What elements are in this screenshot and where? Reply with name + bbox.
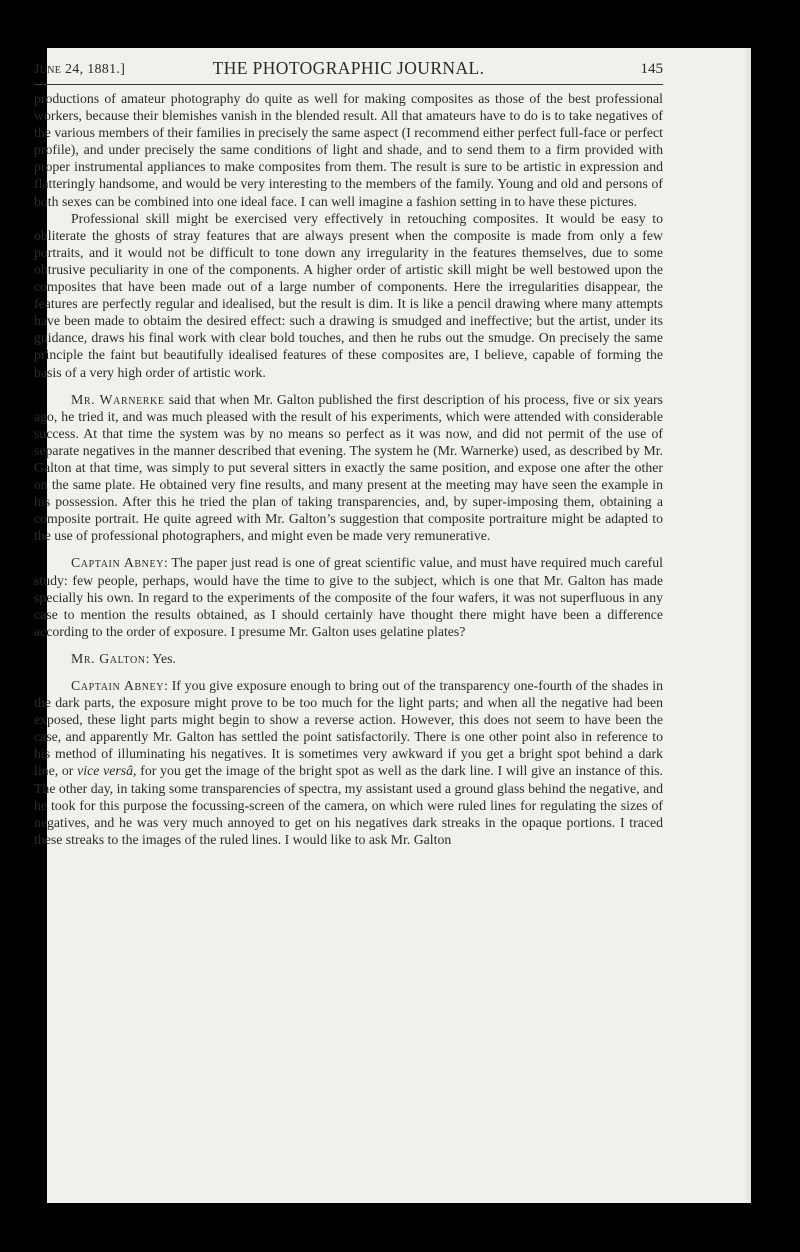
article-body [34, 90, 663, 848]
header-rule [34, 84, 663, 85]
speaker-name: Captain Abney [71, 555, 165, 571]
header-date: June 24, 1881.] [34, 62, 126, 77]
paragraph-text: , for you get the image of the bright spot as well as the dark line. I will give an instance of this. The other day, in taking some transparencies of spectra, my assistant used a ground glass behind the negative, and he took for this purpose the focussing-screen of the camera, on which were ruled lines for regulating the sizes of negatives, and he was very much annoyed to get on his negatives dark streaks in the opaque portions. I traced these streaks to the images of the ruled lines. I would like to ask Mr. Galton [34, 763, 663, 847]
italic-phrase: vice versâ [77, 763, 134, 779]
paragraph [34, 677, 663, 848]
paragraph-text: said that when Mr. Galton published the first description of his process, five or six years ago, he tried it, and was much pleased with the result of his experiments, which were attended with considerable success. At that time the system was by no means so perfect as it was now, and did not permit of the use of separate negatives in the manner described that evening. The system he (Mr. Warnerke) used, as described by Mr. Galton at that time, was simply to put several sitters in exactly the same position, and expose one after the other on the same plate. He obtained very fine results, and many present at the meeting may have seen the example in his possession. After this he tried the plan of taking transparencies, and, by super-imposing them, obtaining a composite portrait. He quite agreed with Mr. Galton’s suggestion that composite portraiture might be adapted to the use of professional photographers, and might even be made very remunerative. [34, 391, 663, 544]
speaker-name: Mr. Galton [71, 650, 146, 666]
paragraph [34, 650, 663, 667]
paragraph [34, 554, 663, 639]
paragraph-text: : The paper just read is one of great scientific value, and must have required much careful study: few people, perhaps, would have the time to give to the subject, which is one that Mr. Galton has made specially his own. In regard to the experiments of the composite of the four wafers, it was not superfluous in any case to mention the results obtained, as I should certainly have thought there might have been a difference according to the order of exposure. I presume Mr. Galton uses gelatine plates? [34, 555, 663, 639]
paragraph-text: : Yes. [145, 650, 176, 666]
paragraph-text: : If you give exposure enough to bring out of the transparency one-fourth of the shades in the dark parts, the exposure might prove to be too much for the light parts; and when all the negative had been exposed, these light parts might begin to show a reverse action. However, this does not seem to have been the case, and apparently Mr. Galton has settled the point satisfactorily. There is one other point also in reference to his method of illuminating his negatives. It is sometimes very awkward if you get a bright spot behind a dark line, or [34, 678, 663, 779]
speaker-name: Mr. Warnerke [71, 391, 165, 407]
journal-title: THE PHOTOGRAPHIC JOURNAL. [212, 58, 485, 78]
running-header [34, 58, 663, 80]
paragraph: Professional skill might be exercised very effectively in retouching composites. It would be easy to obliterate the ghosts of stray features that are always present when the composite is made from only a few portraits, and it would not be difficult to tone down any irregularity in the features themselves, due to some obtrusive peculiarity in one of the components. A higher order of artistic skill might be well bestowed upon the composites that have been made out of a large number of components. Here the irregularities disappear, the features are perfectly regular and idealised, but the result is dim. It is like a pencil drawing where many attempts have been made to obtaim the desired effect: such a drawing is smudged and ineffective; but the artist, under its guidance, draws his final work with clear bold touches, and then he rubs out the smudge. On precisely the same principle the faint but beautifully idealised features of these composites are, I believe, capable of forming the basis of a very high order of artistic work. [34, 210, 663, 380]
speaker-name: Captain Abney [71, 678, 165, 693]
paragraph [34, 391, 663, 545]
paragraph: productions of amateur photography do quite as well for making composites as those of the best professional workers, because their blemishes vanish in the blended result. All that amateurs have to do is to take negatives of the various members of their families in precisely the same aspect (I recommend either perfect full-face or perfect profile), and under precisely the same conditions of light and shade, and to send them to a firm provided with proper instrumental appliances to make composites from them. The result is sure to be artistic in expression and flatteringly handsome, and would be very interesting to the members of the family. Young and old and persons of both sexes can be combined into one ideal face. I can well imagine a fashion setting in to have these pictures. [34, 91, 663, 209]
page-number: 145 [640, 61, 663, 77]
